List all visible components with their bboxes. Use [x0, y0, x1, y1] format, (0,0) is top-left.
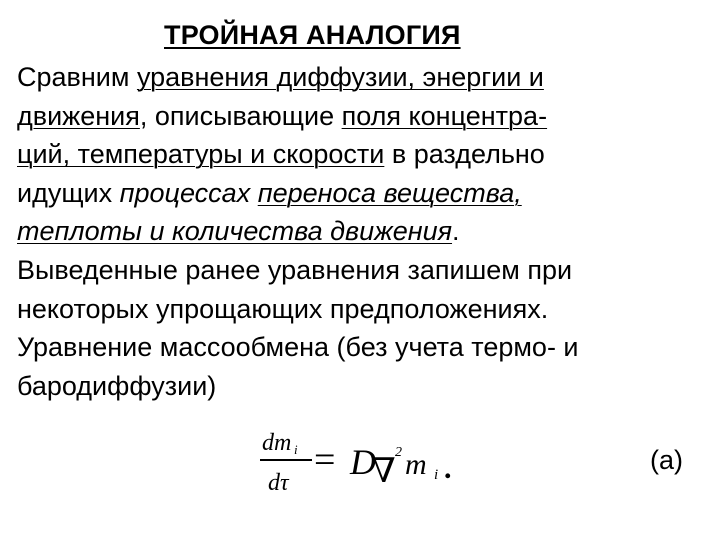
text-segment: Сравним [17, 62, 137, 92]
text-segment: идущих [17, 177, 120, 208]
text-line [17, 174, 707, 213]
body-paragraph [17, 58, 707, 405]
text-segment: бародиффузии) [17, 370, 217, 401]
text-line [17, 367, 707, 406]
text-line [17, 97, 707, 136]
underlined-text: движения [17, 100, 140, 131]
equation-coefficient: D [350, 442, 376, 482]
equation-variable: m [405, 448, 427, 481]
slide-title: ТРОЙНАЯ АНАЛОГИЯ [164, 20, 461, 50]
text-segment: Выведенные ранее уравнения запишем при [17, 254, 573, 285]
equation-numerator-subscript: i [294, 442, 298, 457]
equation-numerator: dm [262, 430, 292, 456]
text-line [17, 328, 707, 367]
equation-trailing-dot: . [444, 452, 452, 485]
text-segment: некоторых упрощающих предположениях. [17, 293, 549, 324]
text-segment: процессах [119, 177, 251, 208]
text-segment: , описывающие [139, 100, 342, 131]
text-segment: . [452, 216, 460, 247]
underlined-text: уравнения диффузии, энергии и [136, 62, 544, 92]
underlined-text: ций, температуры и скорости [17, 139, 385, 170]
text-segment: Уравнение массообмена (без учета термо- и [17, 332, 579, 363]
text-line [17, 58, 707, 97]
equation-operator-superscript: 2 [395, 445, 402, 460]
text-segment [250, 178, 258, 208]
equation-variable-subscript: i [434, 467, 439, 483]
text-segment: в раздельно [384, 139, 545, 170]
equation-denominator: dτ [268, 470, 289, 496]
text-line [17, 135, 707, 174]
underlined-text: переноса вещества, [257, 177, 522, 208]
equation-label: (а) [650, 445, 683, 475]
nabla-icon: ∇ [372, 453, 396, 490]
text-line [17, 212, 707, 251]
text-line [17, 290, 707, 329]
underlined-text: поля концентра- [341, 100, 548, 131]
text-line [17, 251, 707, 290]
diffusion-equation [258, 428, 498, 498]
equation-equals-sign: = [314, 439, 336, 481]
underlined-text: теплоты и количества движения [17, 216, 453, 247]
